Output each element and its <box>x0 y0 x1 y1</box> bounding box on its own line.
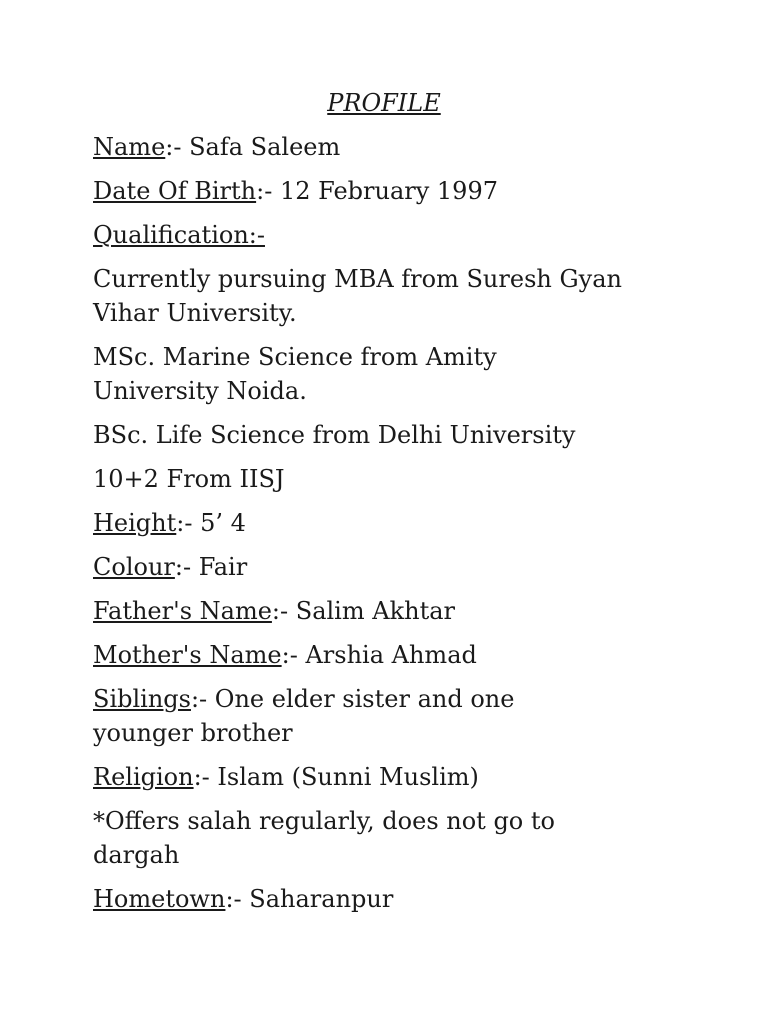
religion-separator: :- <box>193 763 218 791</box>
siblings-separator: :- <box>190 685 215 713</box>
colour-separator: :- <box>174 553 199 581</box>
qualification-item-bsc: BSc. Life Science from Delhi University <box>93 421 576 449</box>
qualification-heading-row <box>93 218 693 252</box>
dob-separator: :- <box>256 177 280 205</box>
religion-value: Islam (Sunni Muslim) <box>217 763 479 791</box>
qualification-item-mba: Currently pursuing MBA from Suresh Gyan Vihar University. <box>93 265 622 327</box>
hometown-label: Hometown <box>93 885 226 913</box>
qualification-item-12th: 10+2 From IISJ <box>93 465 285 493</box>
hometown-row <box>93 882 693 916</box>
document-title: PROFILE <box>327 89 441 117</box>
dob-value: 12 February 1997 <box>279 177 498 205</box>
siblings-row <box>93 682 593 750</box>
mother-name-row <box>93 638 693 672</box>
siblings-label: Siblings <box>93 685 191 713</box>
siblings-value: One elder sister and one younger brother <box>93 685 515 747</box>
name-label: Name <box>93 133 166 161</box>
name-separator: :- <box>165 133 190 161</box>
hometown-separator: :- <box>225 885 250 913</box>
colour-row <box>93 550 693 584</box>
name-value: Safa Saleem <box>189 133 341 161</box>
dob-row <box>93 174 693 208</box>
colour-value: Fair <box>198 553 248 581</box>
mother-name-separator: :- <box>281 641 306 669</box>
colour-label: Colour <box>93 553 175 581</box>
mother-name-value: Arshia Ahmad <box>305 641 477 669</box>
height-label: Height <box>93 509 177 537</box>
hometown-value: Saharanpur <box>249 885 394 913</box>
religion-row <box>93 760 693 794</box>
mother-name-label: Mother's Name <box>93 641 282 669</box>
religion-label: Religion <box>93 763 194 791</box>
height-row <box>93 506 693 540</box>
qualification-item-msc: MSc. Marine Science from Amity University Noida. <box>93 343 497 405</box>
father-name-label: Father's Name <box>93 597 272 625</box>
height-value: 5’ 4 <box>200 509 246 537</box>
profile-content <box>93 130 693 926</box>
name-row <box>93 130 693 164</box>
father-name-separator: :- <box>271 597 296 625</box>
qualification-heading: Qualification:- <box>93 221 265 249</box>
father-name-value: Salim Akhtar <box>295 597 455 625</box>
height-separator: :- <box>176 509 201 537</box>
religion-note: *Offers salah regularly, does not go to dargah <box>93 807 555 869</box>
father-name-row <box>93 594 693 628</box>
dob-label: Date Of Birth <box>93 177 257 205</box>
